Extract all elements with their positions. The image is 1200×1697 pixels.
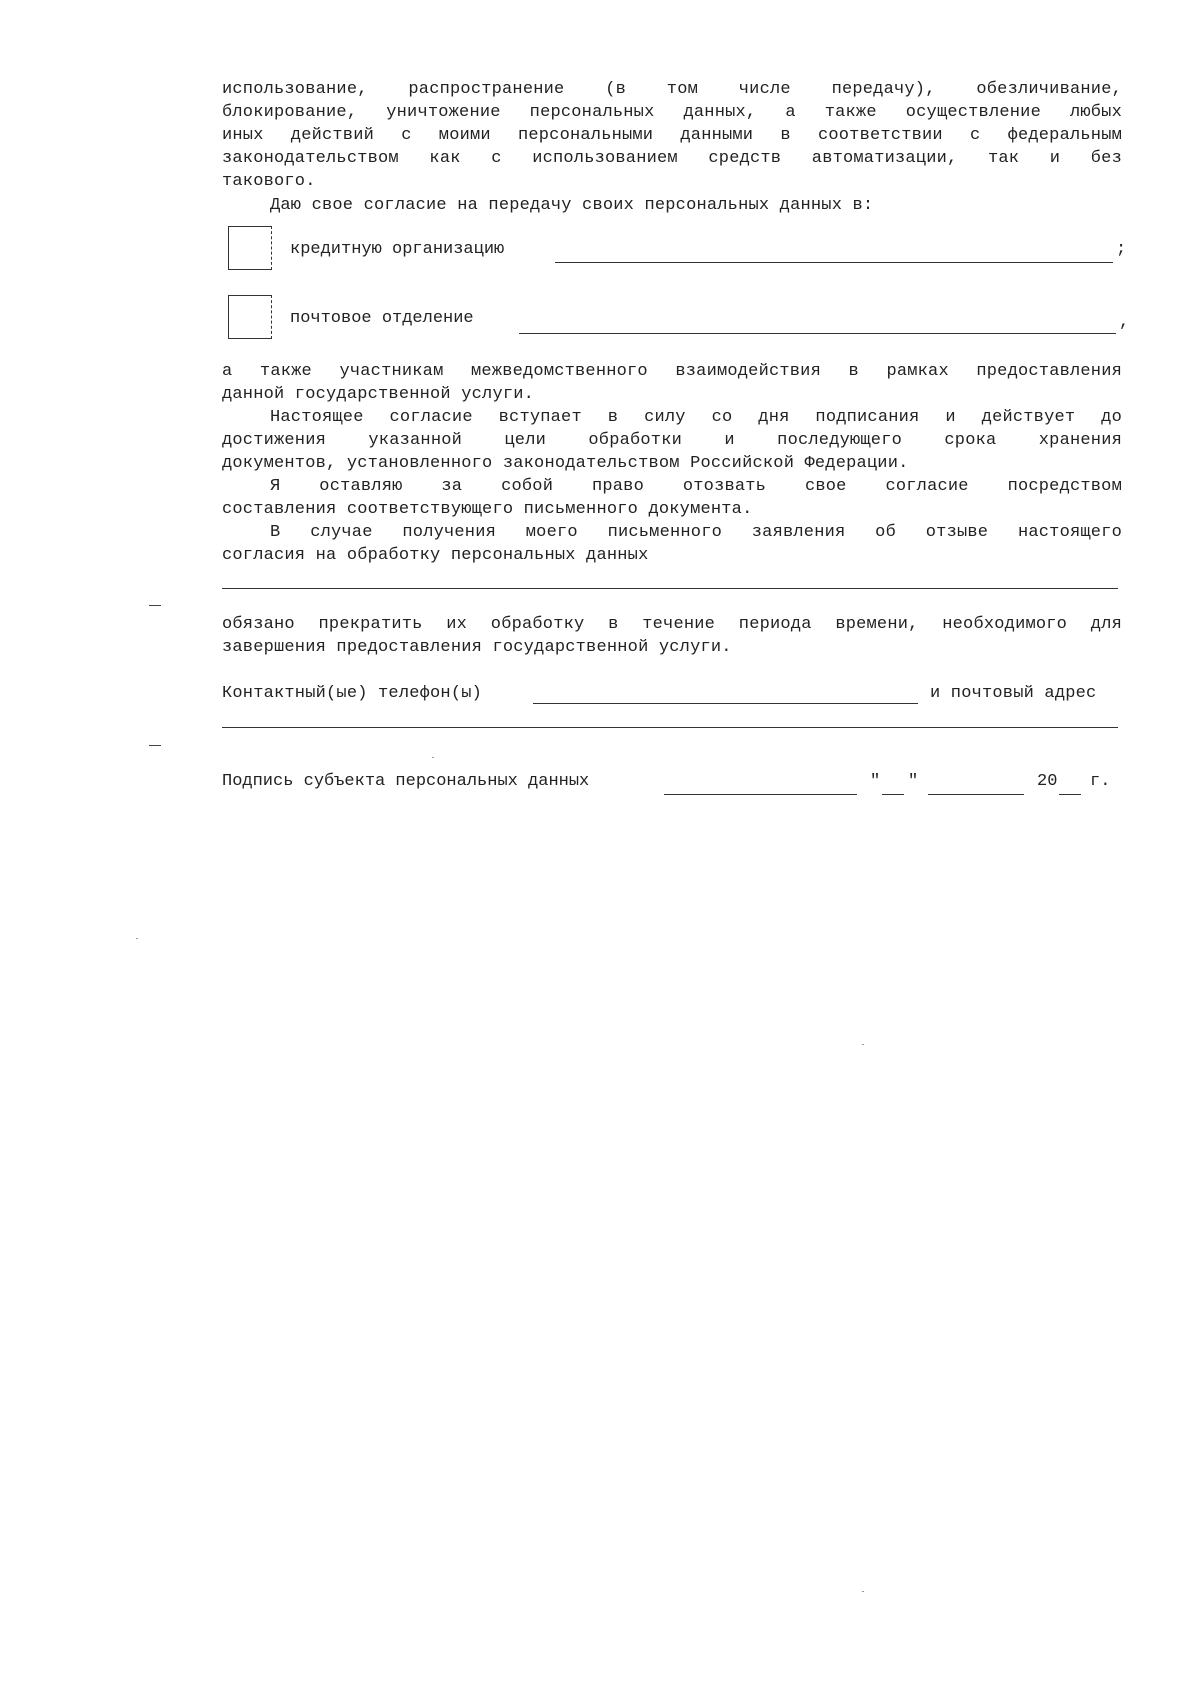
participants-paragraph [222, 360, 1122, 406]
effect-line: Настоящее согласие вступает в силу со дня подписания и действует до [270, 408, 1122, 427]
date-year-field[interactable] [1059, 794, 1081, 795]
credit-organization-checkbox[interactable] [228, 226, 272, 270]
obliged-line: завершения предоставления государственной услуги. [222, 638, 732, 657]
option-credit-organization[interactable] [222, 226, 1127, 266]
effect-line: достижения указанной цели обработки и последующего срока хранения [222, 431, 1122, 450]
option-post-office[interactable] [222, 295, 1130, 335]
intro-line: законодательством как с использованием средств автоматизации, так и без [222, 149, 1122, 168]
date-year-suffix: г. [1090, 772, 1111, 791]
revoke-line: составления соответствующего письменного документа. [222, 500, 753, 519]
effect-line-last: документов, установленного законодательством Российской Федерации. [222, 454, 909, 473]
date-quote-close: " [908, 772, 919, 791]
intro-line-last: такового. [222, 172, 316, 191]
postal-address-label: и почтовый адрес [930, 684, 1097, 703]
date-month-field[interactable] [928, 794, 1024, 795]
scan-speck [136, 938, 138, 939]
date-quote-open: " [870, 772, 881, 791]
participants-line: данной государственной услуги. [222, 385, 535, 404]
withdraw-line: согласия на обработку персональных данных [222, 546, 649, 565]
date-year-prefix: 20 [1037, 772, 1058, 791]
scan-speck [862, 1591, 864, 1592]
consent-transfer-text: Даю свое согласие на передачу своих персональных данных в: [270, 196, 874, 215]
intro-line: использование, распространение (в том числе передачу), обезличивание, [222, 80, 1122, 99]
signature-row [222, 772, 1122, 798]
margin-mark [149, 745, 161, 746]
credit-organization-end: ; [1116, 240, 1127, 259]
postal-address-field[interactable] [222, 727, 1118, 728]
post-office-checkbox[interactable] [228, 295, 272, 339]
obliged-paragraph [222, 613, 1122, 659]
contact-phone-field[interactable] [533, 703, 918, 704]
credit-organization-label: кредитную организацию [290, 240, 505, 259]
date-day-field[interactable] [882, 794, 904, 795]
scan-speck [862, 1044, 864, 1045]
participants-line: а также участникам межведомственного взаимодействия в рамках предоставления [222, 362, 1122, 381]
post-office-label: почтовое отделение [290, 309, 474, 328]
post-office-end: , [1119, 313, 1130, 332]
intro-line: иных действий с моими персональными данными в соответствии с федеральным [222, 126, 1122, 145]
withdraw-paragraph [222, 521, 1122, 567]
effect-paragraph [222, 406, 1122, 475]
revoke-line: Я оставляю за собой право отозвать свое согласие посредством [270, 477, 1122, 496]
contact-row [222, 682, 1122, 706]
contact-phone-label: Контактный(ые) телефон(ы) [222, 684, 483, 703]
scan-speck [432, 757, 434, 758]
revoke-paragraph [222, 475, 1122, 521]
credit-organization-field[interactable] [555, 262, 1113, 263]
intro-line: блокирование, уничтожение персональных данных, а также осуществление любых [222, 103, 1122, 122]
margin-mark [149, 605, 161, 606]
operator-name-field[interactable] [222, 588, 1118, 589]
withdraw-line: В случае получения моего письменного заявления об отзыве настоящего [270, 523, 1122, 542]
intro-paragraph [222, 78, 1122, 193]
obliged-line: обязано прекратить их обработку в течение периода времени, необходимого для [222, 615, 1122, 634]
signature-field[interactable] [664, 794, 857, 795]
post-office-field[interactable] [519, 333, 1116, 334]
signature-label: Подпись субъекта персональных данных [222, 772, 590, 791]
